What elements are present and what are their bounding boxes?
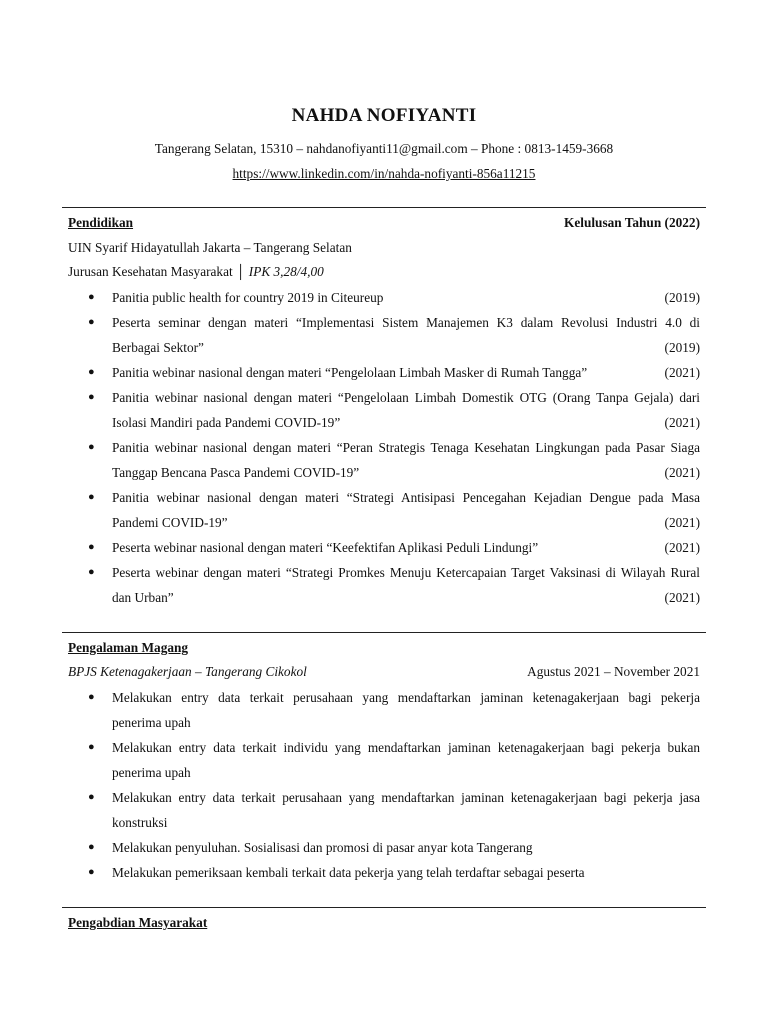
bullet-icon: ●: [88, 541, 95, 553]
item-line-1: Panitia public health for country 2019 in Citeureup: [112, 290, 384, 305]
section-title-education: Pendidikan: [68, 215, 134, 230]
major-separator: │: [236, 264, 246, 279]
internship-tasks-list: [68, 685, 700, 885]
list-item: [68, 785, 700, 835]
section-divider-community: [62, 907, 706, 908]
internship-org: [68, 664, 307, 680]
item-line-2-row: [112, 335, 700, 360]
list-item: [68, 535, 700, 560]
item-line-1: Melakukan entry data terkait perusahaan yang mendaftarkan jaminan ketenagakerjaan bagi pekerja: [112, 690, 700, 705]
item-year: (2019): [664, 340, 700, 355]
bullet-icon: ●: [88, 741, 95, 753]
bullet-icon: ●: [88, 391, 95, 403]
section-title-internship: Pengalaman Magang: [68, 640, 189, 655]
school-name: UIN Syarif Hidayatullah Jakarta – Tangerang Selatan: [68, 240, 352, 255]
item-line-1: Melakukan entry data terkait individu yang mendaftarkan jaminan ketenagakerjaan bagi pekerja bukan: [112, 740, 700, 755]
item-year: (2019): [664, 290, 700, 305]
list-item: [68, 735, 700, 785]
internship-header: [68, 664, 700, 680]
bullet-icon: ●: [88, 316, 95, 328]
item-line-2: konstruksi: [112, 815, 168, 830]
item-line-1: Melakukan entry data terkait perusahaan yang mendaftarkan jaminan ketenagakerjaan bagi pekerja jasa: [112, 790, 700, 805]
item-line-1: Peserta seminar dengan materi “Implementasi Sistem Manajemen K3 dalam Revolusi Industri 4.0 di: [112, 315, 700, 330]
list-item: [68, 485, 700, 535]
item-line-2-row: [112, 760, 700, 785]
item-line-2-row: [112, 460, 700, 485]
bullet-icon: ●: [88, 691, 95, 703]
linkedin-line: [0, 166, 768, 182]
list-item: [68, 360, 700, 385]
item-line-1: Panitia webinar nasional dengan materi “Strategi Antisipasi Pencegahan Kejadian Dengue pada Masa: [112, 490, 700, 505]
list-item: [68, 435, 700, 485]
section-title-community: Pengabdian Masyarakat: [68, 915, 208, 930]
item-line-2-row: [112, 510, 700, 535]
list-item: [68, 835, 700, 860]
item-line-1: Peserta webinar nasional dengan materi “Keefektifan Aplikasi Peduli Lindungi”: [112, 540, 539, 555]
item-year: (2021): [664, 465, 700, 480]
item-row: [112, 535, 700, 560]
item-line-2-row: [112, 810, 700, 835]
item-row: [112, 835, 700, 860]
item-row: [112, 285, 700, 310]
contact-line: Tangerang Selatan, 15310 – nahdanofiyanti11@gmail.com – Phone : 0813-1459-3668: [154, 141, 614, 156]
bullet-icon: ●: [88, 366, 95, 378]
internship-company: BPJS Ketenagakerjaan: [68, 664, 192, 679]
item-line-2-row: [112, 585, 700, 610]
list-item: [68, 560, 700, 610]
item-line-1: Melakukan penyuluhan. Sosialisasi dan promosi di pasar anyar kota Tangerang: [112, 840, 533, 855]
item-line-2-row: [112, 410, 700, 435]
bullet-icon: ●: [88, 491, 95, 503]
item-line-1: Melakukan pemeriksaan kembali terkait data pekerja yang telah terdaftar sebagai peserta: [112, 865, 585, 880]
bullet-icon: ●: [88, 841, 95, 853]
graduation-year: Kelulusan Tahun (2022): [564, 215, 700, 230]
list-item: [68, 285, 700, 310]
item-year: (2021): [664, 415, 700, 430]
major-name: Jurusan Kesehatan Masyarakat: [68, 264, 233, 279]
item-line-1: Panitia webinar nasional dengan materi “Pengelolaan Limbah Domestik OTG (Orang Tanpa Gejala) dari: [112, 390, 700, 405]
bullet-icon: ●: [88, 566, 95, 578]
internship-dash: –: [191, 664, 205, 679]
item-line-1: Peserta webinar dengan materi “Strategi Promkes Menuju Ketercapaian Target Vaksinasi di Wilayah Rural: [112, 565, 700, 580]
bullet-icon: ●: [88, 866, 95, 878]
education-activities-list: [68, 285, 700, 610]
item-line-2: dan Urban”: [112, 590, 174, 605]
item-line-2: Tanggap Bencana Pasca Pandemi COVID-19”: [112, 465, 360, 480]
linkedin-link[interactable]: https://www.linkedin.com/in/nahda-nofiyanti-856a11215: [232, 166, 536, 181]
section-divider-internship: [62, 632, 706, 633]
bullet-icon: ●: [88, 441, 95, 453]
item-line-2: Berbagai Sektor”: [112, 340, 204, 355]
major-line: [68, 264, 324, 280]
bullet-icon: ●: [88, 791, 95, 803]
list-item: [68, 310, 700, 360]
item-year: (2021): [664, 365, 700, 380]
internship-location: Tangerang Cikokol: [205, 664, 307, 679]
list-item: [68, 860, 700, 885]
internship-period: Agustus 2021 – November 2021: [527, 664, 700, 679]
item-line-2-row: [112, 710, 700, 735]
list-item: [68, 685, 700, 735]
item-row: [112, 860, 700, 885]
item-year: (2021): [664, 540, 700, 555]
item-line-2: penerima upah: [112, 715, 191, 730]
bullet-icon: ●: [88, 291, 95, 303]
item-line-2: penerima upah: [112, 765, 191, 780]
section-divider-education: [62, 207, 706, 208]
item-year: (2021): [664, 515, 700, 530]
list-item: [68, 385, 700, 435]
item-line-2: Pandemi COVID-19”: [112, 515, 228, 530]
item-line-1: Panitia webinar nasional dengan materi “Peran Strategis Tenaga Kesehatan Lingkungan pada Pasar Siaga: [112, 440, 700, 455]
item-year: (2021): [664, 590, 700, 605]
gpa: IPK 3,28/4,00: [248, 264, 324, 279]
item-line-2: Isolasi Mandiri pada Pandemi COVID-19”: [112, 415, 341, 430]
candidate-name: NAHDA NOFIYANTI: [291, 105, 477, 126]
item-line-1: Panitia webinar nasional dengan materi “Pengelolaan Limbah Masker di Rumah Tangga”: [112, 365, 588, 380]
item-row: [112, 360, 700, 385]
